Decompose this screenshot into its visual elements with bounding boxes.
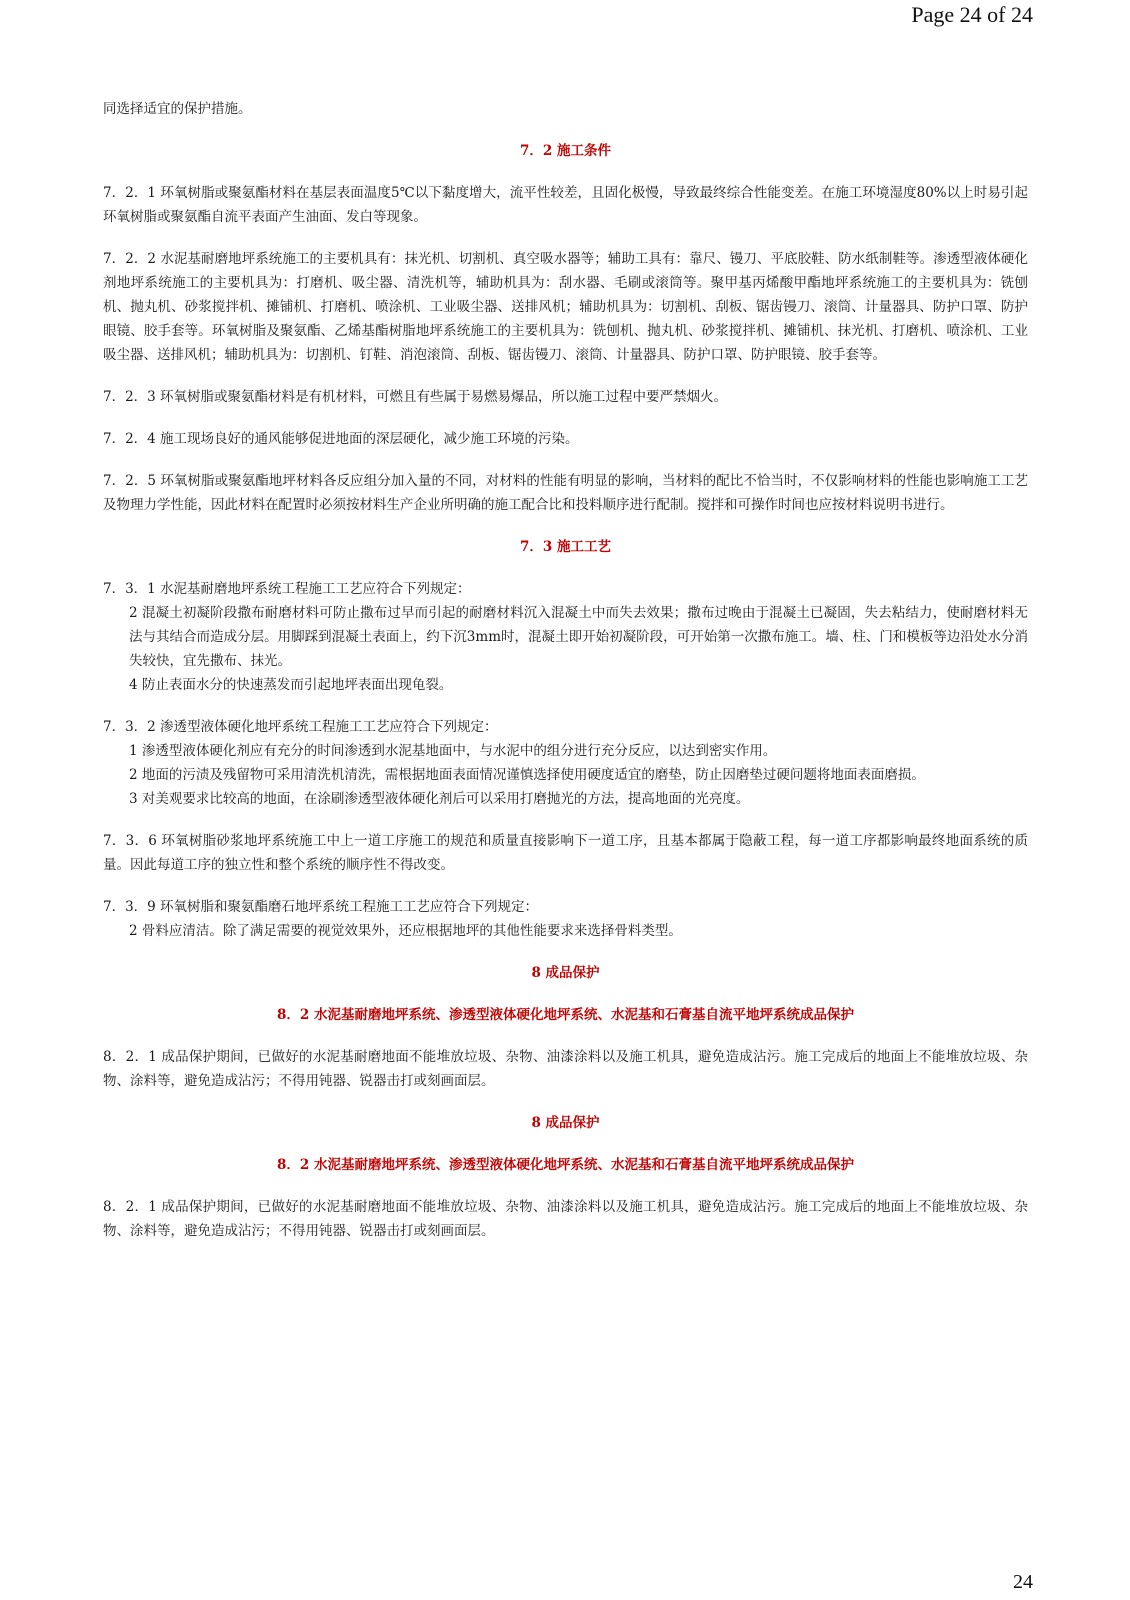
clause-7-2-5: 7．2．5 环氧树脂或聚氨酯地坪材料各反应组分加入量的不同，对材料的性能有明显的影响，当材料的配比不恰当时，不仅影响材料的性能也影响施工工艺及物理力学性能，因此材料在配置时必须按材料生产企业所明确的施工配合比和投料顺序进行配制。搅拌和可操作时间也应按材料说明书进行。	[103, 473, 1028, 513]
clause-7-3-2-item-2: 2 地面的污渍及残留物可采用清洗机清洗，需根据地面表面情况谨慎选择使用硬度适宜的磨垫，防止因磨垫过硬问题将地面表面磨损。	[129, 767, 925, 783]
section-heading-8-second: 8 成品保护	[531, 1115, 600, 1131]
clause-7-3-9: 7．3．9 环氧树脂和聚氨酯磨石地坪系统工程施工工艺应符合下列规定：	[103, 899, 539, 915]
clause-7-3-1-item-2: 2 混凝土初凝阶段撒布耐磨材料可防止撒布过早而引起的耐磨材料沉入混凝土中而失去效果；撒布过晚由于混凝土已凝固，失去粘结力，使耐磨材料无法与其结合而造成分层。用脚踩到混凝土表面上，约下沉3mm时，混凝土即开始初凝阶段，可开始第一次撒布施工。墙、柱、门和模板等边沿处水分消失较快，宜先撒布、抹光。	[129, 605, 1028, 669]
page-number-footer: 24	[1013, 1571, 1033, 1593]
section-heading-8-2-second: 8．2 水泥基耐磨地坪系统、渗透型液体硬化地坪系统、水泥基和石膏基自流平地坪系统成品保护	[277, 1157, 854, 1173]
clause-8-2-1-second: 8．2．1 成品保护期间，已做好的水泥基耐磨地面不能堆放垃圾、杂物、油漆涂料以及施工机具，避免造成沾污。施工完成后的地面上不能堆放垃圾、杂物、涂料等，避免造成沾污；不得用钝器、锐器击打或刻画面层。	[103, 1199, 1028, 1239]
intro-paragraph: 同选择适宜的保护措施。	[103, 101, 252, 117]
section-heading-8-first: 8 成品保护	[531, 965, 600, 981]
section-heading-8-2-first: 8．2 水泥基耐磨地坪系统、渗透型液体硬化地坪系统、水泥基和石膏基自流平地坪系统成品保护	[277, 1007, 854, 1023]
clause-7-2-3: 7．2．3 环氧树脂或聚氨酯材料是有机材料，可燃且有些属于易燃易爆品，所以施工过程中要严禁烟火。	[103, 389, 728, 405]
section-heading-7-2: 7．2 施工条件	[520, 143, 611, 159]
clause-7-3-6: 7．3．6 环氧树脂砂浆地坪系统施工中上一道工序施工的规范和质量直接影响下一道工序，且基本都属于隐蔽工程，每一道工序都影响最终地面系统的质量。因此每道工序的独立性和整个系统的顺序性不得改变。	[103, 833, 1028, 873]
clause-7-3-1-block	[103, 577, 1028, 697]
clause-7-3-2-item-1: 1 渗透型液体硬化剂应有充分的时间渗透到水泥基地面中，与水泥中的组分进行充分反应，以达到密实作用。	[129, 743, 777, 759]
section-heading-7-3: 7．3 施工工艺	[520, 539, 611, 555]
document-body	[103, 97, 1028, 1261]
clause-7-3-9-item-2: 2 骨料应清洁。除了满足需要的视觉效果外，还应根据地坪的其他性能要求来选择骨料类型。	[129, 923, 682, 939]
clause-7-3-1: 7．3．1 水泥基耐磨地坪系统工程施工工艺应符合下列规定：	[103, 581, 471, 597]
clause-7-3-2-block	[103, 715, 1028, 811]
clause-7-3-9-block	[103, 895, 1028, 943]
clause-7-2-1: 7．2．1 环氧树脂或聚氨酯材料在基层表面温度5℃以下黏度增大，流平性较差，且固化极慢，导致最终综合性能变差。在施工环境湿度80%以上时易引起环氧树脂或聚氨酯自流平表面产生油面、发白等现象。	[103, 185, 1028, 225]
clause-8-2-1-first: 8．2．1 成品保护期间，已做好的水泥基耐磨地面不能堆放垃圾、杂物、油漆涂料以及施工机具，避免造成沾污。施工完成后的地面上不能堆放垃圾、杂物、涂料等，避免造成沾污；不得用钝器、锐器击打或刻画面层。	[103, 1049, 1028, 1089]
clause-7-3-1-item-4: 4 防止表面水分的快速蒸发而引起地坪表面出现龟裂。	[129, 677, 453, 693]
page-header: Page 24 of 24	[911, 2, 1033, 27]
clause-7-3-2: 7．3．2 渗透型液体硬化地坪系统工程施工工艺应符合下列规定：	[103, 719, 498, 735]
clause-7-2-4: 7．2．4 施工现场良好的通风能够促进地面的深层硬化，减少施工环境的污染。	[103, 431, 579, 447]
clause-7-3-2-item-3: 3 对美观要求比较高的地面，在涂刷渗透型液体硬化剂后可以采用打磨抛光的方法，提高地面的光亮度。	[129, 791, 750, 807]
clause-7-2-2: 7．2．2 水泥基耐磨地坪系统施工的主要机具有：抹光机、切割机、真空吸水器等；辅助工具有：靠尺、镘刀、平底胶鞋、防水纸制鞋等。渗透型液体硬化剂地坪系统施工的主要机具为：打磨机、吸尘器、清洗机等，辅助机具为：刮水器、毛刷或滚筒等。聚甲基丙烯酸甲酯地坪系统施工的主要机具为：铣刨机、抛丸机、砂浆搅拌机、摊铺机、打磨机、喷涂机、工业吸尘器、送排风机；辅助机具为：切割机、刮板、锯齿镘刀、滚筒、计量器具、防护口罩、防护眼镜、胶手套等。环氧树脂及聚氨酯、乙烯基酯树脂地坪系统施工的主要机具为：铣刨机、抛丸机、砂浆搅拌机、摊铺机、抹光机、打磨机、喷涂机、工业吸尘器、送排风机；辅助机具为：切割机、钉鞋、消泡滚筒、刮板、锯齿镘刀、滚筒、计量器具、防护口罩、防护眼镜、胶手套等。	[103, 251, 1028, 363]
